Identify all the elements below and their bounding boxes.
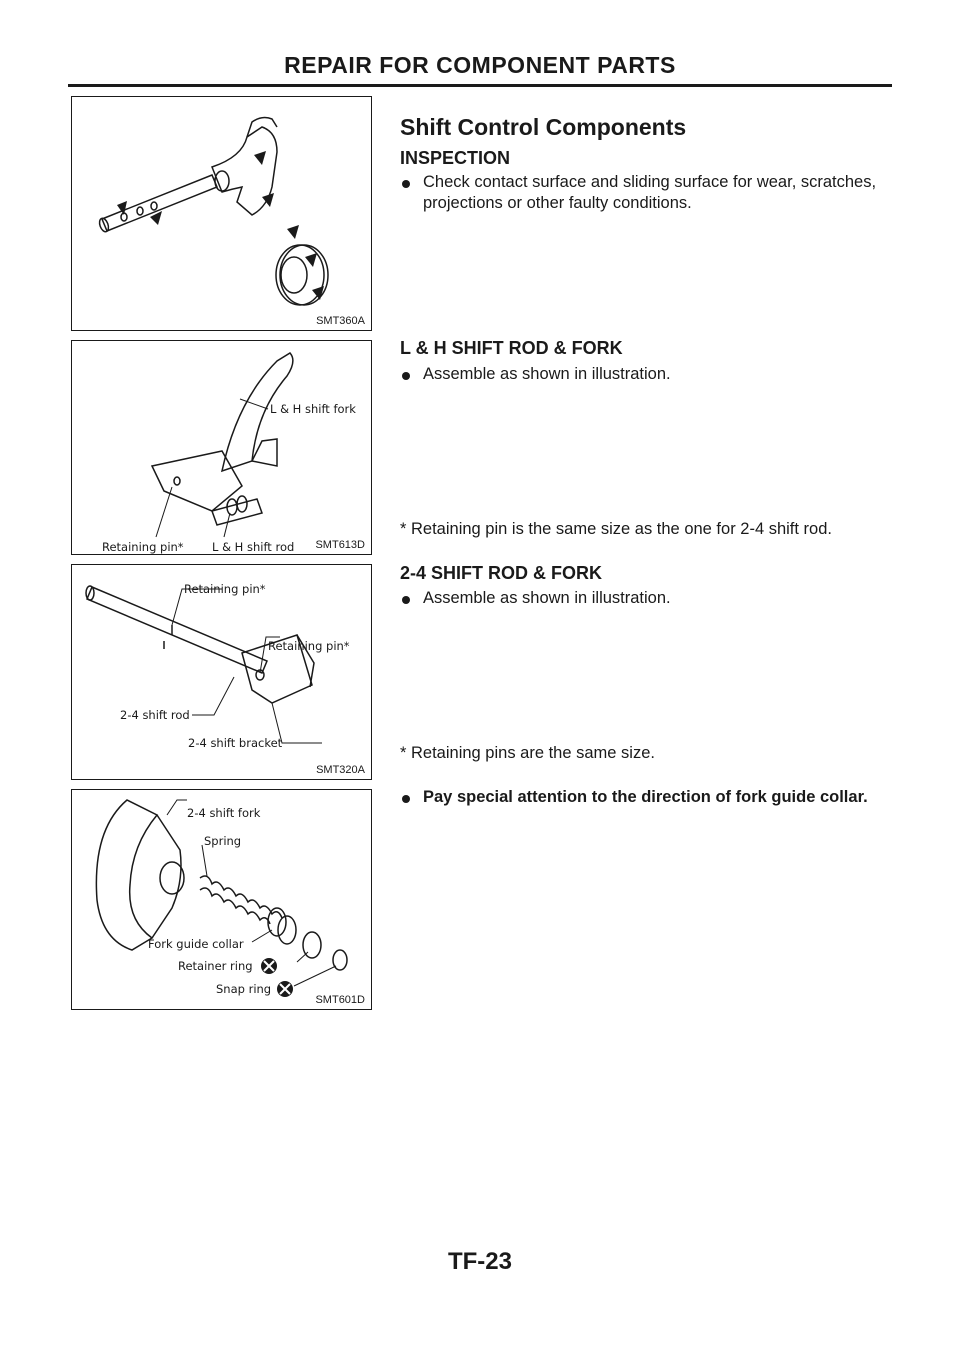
bullet-icon xyxy=(402,180,410,188)
figure-smt360a xyxy=(71,96,372,331)
lh-heading: L & H SHIFT ROD & FORK xyxy=(400,338,623,358)
figure-id: SMT613D xyxy=(315,539,365,551)
inspection-bullet xyxy=(400,172,890,214)
label-retaining-pin-1: Retaining pin* xyxy=(184,582,266,596)
figure-smt613d xyxy=(71,340,372,555)
label-retaining-pin: Retaining pin* xyxy=(102,540,184,554)
figure-id: SMT320A xyxy=(316,764,365,776)
section-title: Shift Control Components xyxy=(400,114,687,140)
label-24-shift-rod: 2-4 shift rod xyxy=(120,708,190,722)
bullet-icon xyxy=(402,596,410,604)
label-fork-guide-collar: Fork guide collar xyxy=(148,937,244,951)
lh-note: * Retaining pin is the same size as the one for 2-4 shift rod. xyxy=(400,520,832,538)
label-lh-shift-rod: L & H shift rod xyxy=(212,540,295,554)
bullet-icon xyxy=(402,372,410,380)
inspection-heading: INSPECTION xyxy=(400,148,511,168)
label-24-shift-bracket: 2-4 shift bracket xyxy=(188,736,283,750)
figure-smt320a xyxy=(71,564,372,780)
shift-fork-24-exploded-illustration xyxy=(72,790,371,1009)
shift-rod-24-illustration xyxy=(72,565,371,779)
label-24-shift-fork: 2-4 shift fork xyxy=(187,806,261,820)
inspection-bullet-text: Check contact surface and sliding surface for wear, scratches, projections or other faulty conditions. xyxy=(423,173,877,212)
bullet-icon xyxy=(402,795,410,803)
figure-id: SMT601D xyxy=(315,994,365,1006)
s24-note: * Retaining pins are the same size. xyxy=(400,744,655,762)
label-retainer-ring: Retainer ring xyxy=(178,959,253,973)
page-number: TF-23 xyxy=(447,1248,512,1275)
s24-warning xyxy=(400,787,890,808)
header-rule xyxy=(68,84,892,87)
figure-smt601d xyxy=(71,789,372,1010)
lh-bullet-text: Assemble as shown in illustration. xyxy=(423,365,671,383)
shift-components-illustration xyxy=(72,97,371,330)
s24-warning-text: Pay special attention to the direction of fork guide collar. xyxy=(423,788,868,806)
s24-bullet-text: Assemble as shown in illustration. xyxy=(423,589,671,607)
lh-shift-rod-fork-illustration xyxy=(72,341,371,554)
label-retaining-pin-2: Retaining pin* xyxy=(268,639,350,653)
lh-bullet xyxy=(400,364,890,385)
label-spring: Spring xyxy=(204,834,242,848)
label-lh-shift-fork: L & H shift fork xyxy=(270,402,356,416)
s24-heading: 2-4 SHIFT ROD & FORK xyxy=(400,563,603,583)
label-snap-ring: Snap ring xyxy=(216,982,272,996)
figure-id: SMT360A xyxy=(316,315,365,327)
s24-bullet xyxy=(400,588,890,609)
page-header-title: REPAIR FOR COMPONENT PARTS xyxy=(284,52,676,78)
